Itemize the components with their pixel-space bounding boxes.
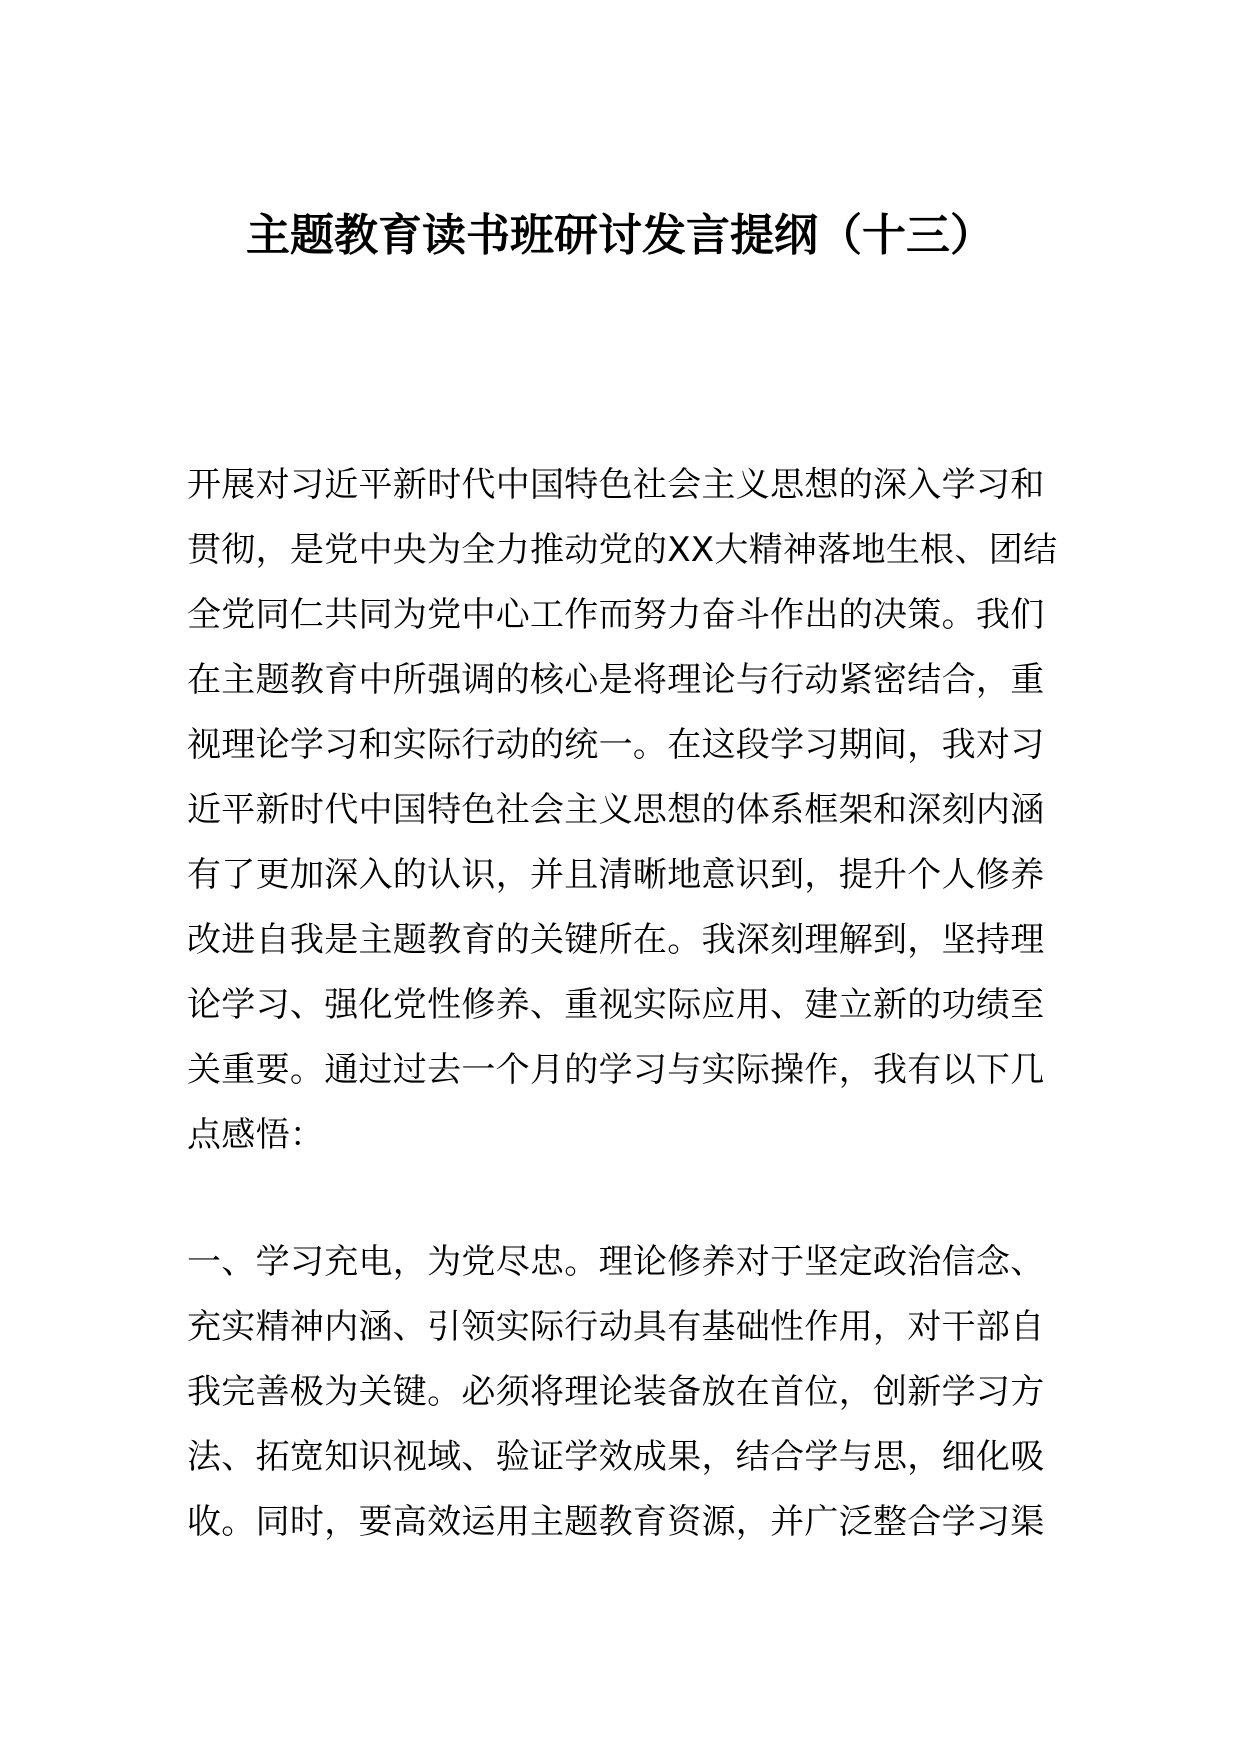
paragraph-line: 充实精神内涵、引领实际行动具有基础性作用，对干部自 xyxy=(187,1307,1045,1347)
paragraph-line: 点感悟： xyxy=(187,1115,325,1155)
paragraph-line: 在主题教育中所强调的核心是将理论与行动紧密结合，重 xyxy=(187,660,1045,700)
paragraph-line: 收。同时，要高效运用主题教育资源，并广泛整合学习渠 xyxy=(187,1502,1045,1542)
paragraph-intro xyxy=(187,453,1057,1168)
document-title: 主题教育读书班研讨发言提纲（十三） xyxy=(246,210,994,261)
paragraph-line: 有了更加深入的认识，并且清晰地意识到，提升个人修养 xyxy=(187,855,1045,895)
paragraph-line: 视理论学习和实际行动的统一。在这段学习期间，我对习 xyxy=(187,725,1045,765)
paragraph-line: 论学习、强化党性修养、重视实际应用、建立新的功绩至 xyxy=(187,985,1045,1025)
paragraph-line: 一、学习充电，为党尽忠。理论修养对于坚定政治信念、 xyxy=(187,1242,1045,1282)
paragraph-line: 我完善极为关键。必须将理论装备放在首位，创新学习方 xyxy=(187,1372,1045,1412)
paragraph-line: 开展对习近平新时代中国特色社会主义思想的深入学习和 xyxy=(187,465,1045,505)
paragraph-line: 法、拓宽知识视域、验证学效成果，结合学与思，细化吸 xyxy=(187,1437,1045,1477)
paragraph-line: 改进自我是主题教育的关键所在。我深刻理解到，坚持理 xyxy=(187,920,1045,960)
paragraph-line: 贯彻，是党中央为全力推动党的XX大精神落地生根、团结 xyxy=(187,530,1058,570)
paragraph-line: 关重要。通过过去一个月的学习与实际操作，我有以下几 xyxy=(187,1050,1045,1090)
paragraph-line: 近平新时代中国特色社会主义思想的体系框架和深刻内涵 xyxy=(187,790,1045,830)
paragraph-line: 全党同仁共同为党中心工作而努力奋斗作出的决策。我们 xyxy=(187,595,1045,635)
paragraph-section-one xyxy=(187,1230,1057,1555)
